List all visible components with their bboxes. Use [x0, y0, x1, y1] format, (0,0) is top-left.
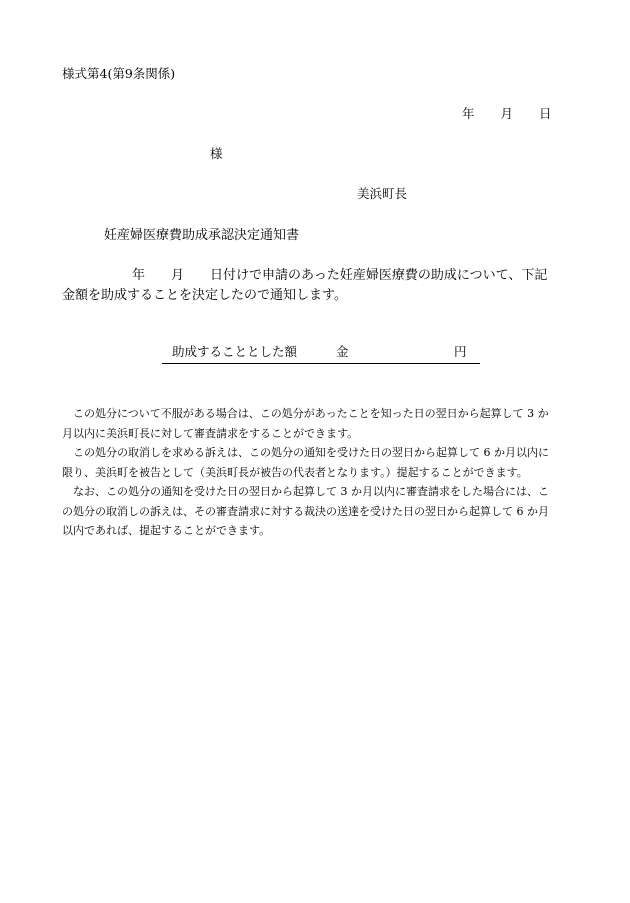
addressee-suffix: 様 — [210, 146, 223, 161]
notice-line: 以内であれば、提起することができます。 — [62, 524, 271, 537]
notice-line: この処分の取消しを求める訴えは、この処分の通知を受けた日の翌日から起算して 6 か月以内に — [62, 446, 549, 459]
notice-line: 月以内に美浜町長に対して審査請求をすることができます。 — [62, 426, 359, 440]
date-month: 月 — [500, 106, 514, 121]
date-year: 年 — [462, 106, 475, 121]
body-line-2: 金額を助成することを決定したので通知します。 — [62, 288, 347, 303]
body-line-1-rest: 日付けで申請のあった妊産婦医療費の助成について、下記 — [210, 268, 548, 283]
form-number: 様式第4(第9条関係) — [62, 66, 176, 81]
notice-line: なお、この処分の通知を受けた日の翌日から起算して 3 か月以内に審査請求をした場合には、こ — [62, 485, 549, 498]
body-month: 月 — [171, 268, 185, 283]
notice-line: この処分について不服がある場合は、この処分があったことを知った日の翌日から起算して 3 か — [62, 407, 549, 420]
notice-line: の処分の取消しの訴えは、その審査請求に対する裁決の送達を受けた日の翌日から起算して 6 か月 — [62, 504, 549, 518]
amount-unit: 円 — [454, 344, 467, 359]
notice-line: 限り、美浜町を被告として（美浜町長が被告の代表者となります。）提起することができます。 — [62, 465, 528, 479]
date-line — [462, 108, 552, 121]
date-day: 日 — [539, 106, 552, 121]
document-title: 妊産婦医療費助成承認決定通知書 — [104, 228, 300, 243]
amount-label: 助成することとした額 — [172, 344, 298, 359]
amount-currency: 金 — [336, 344, 349, 359]
body-text — [62, 266, 570, 306]
amount-line — [162, 346, 480, 364]
body-line-1 — [62, 266, 570, 286]
body-year: 年 — [132, 268, 146, 283]
issuer-name: 美浜町長 — [357, 186, 408, 201]
appeal-notice — [62, 404, 570, 541]
